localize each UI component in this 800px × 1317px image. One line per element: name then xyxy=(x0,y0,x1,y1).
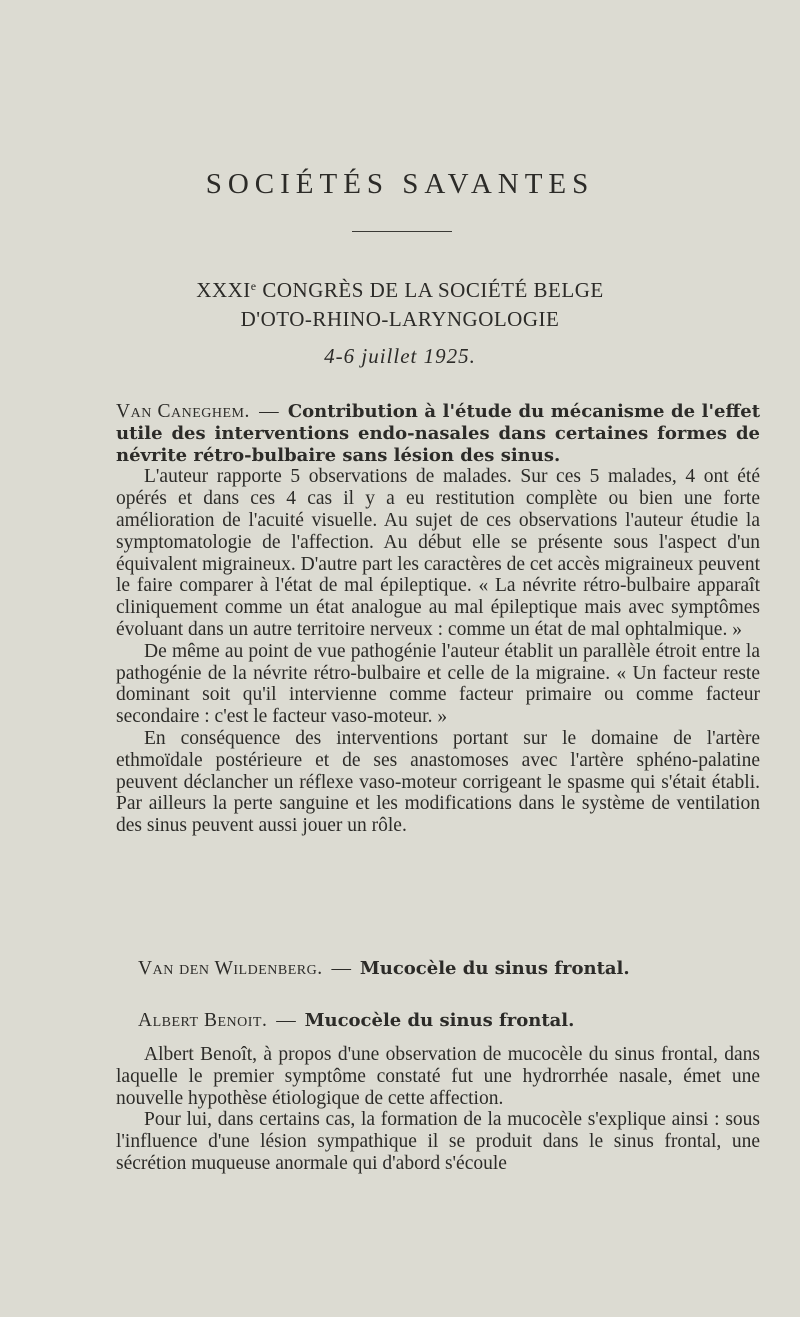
entry-van-caneghem xyxy=(116,401,760,837)
entry-title: Mucocèle du sinus frontal. xyxy=(359,958,630,979)
entry-dash: — xyxy=(259,401,279,422)
title-divider xyxy=(352,231,452,232)
entry-albert-benoit-heading xyxy=(138,1010,778,1032)
entry-author: Van den Wildenberg. xyxy=(138,958,323,979)
paragraph: De même au point de vue pathogénie l'auteur établit un parallèle étroit entre la pathogénie de la névrite rétro-bulbaire et celle de la migraine. « Un facteur reste dominant soit qu'il intervienne comme facteur primaire ou comme facteur secondaire : c'est le facteur vaso-moteur. » xyxy=(116,640,760,728)
entry-albert-benoit-body xyxy=(116,1044,760,1175)
entry-dash: — xyxy=(331,958,351,979)
congress-line-2: D'OTO-RHINO-LARYNGOLOGIE xyxy=(240,307,560,331)
congress-heading xyxy=(0,272,800,334)
congress-name: CONGRÈS DE LA SOCIÉTÉ BELGE xyxy=(256,278,604,302)
entry-title: Mucocèle du sinus frontal. xyxy=(304,1010,575,1031)
entry-van-den-wildenberg xyxy=(138,958,778,980)
entry-title: Contribution à l'étude du mécanisme de l'effet utile des interventions endo-nasales dans certaines formes de névrite rétro-bulbaire sans lésion des sinus. xyxy=(116,401,761,466)
entry-dash: — xyxy=(276,1010,296,1031)
paragraph: Pour lui, dans certains cas, la formation de la mucocèle s'explique ainsi : sous l'influence d'une lésion sympathique il se produit dans le sinus frontal, une sécrétion muqueuse anormale qui d'abord s'écoule xyxy=(116,1109,760,1174)
congress-line-1 xyxy=(0,272,800,305)
entry-heading xyxy=(116,401,760,466)
paragraph: Albert Benoît, à propos d'une observation de mucocèle du sinus frontal, dans laquelle le premier symptôme constaté fut une hydrorrhée nasale, émet une nouvelle hypothèse étiologique de cette affection. xyxy=(116,1044,760,1109)
paragraph: En conséquence des interventions portant sur le domaine de l'artère ethmoïdale postérieure et de ses anastomoses avec l'artère sphéno-palatine peuvent déclancher un réflexe vaso-moteur corrigeant le spasme qui s'était établi. Par ailleurs la perte sanguine et les modifications dans le système de ventilation des sinus peuvent aussi jouer un rôle. xyxy=(116,727,760,837)
entry-author: Van Caneghem. xyxy=(116,401,250,422)
congress-date: 4-6 juillet 1925. xyxy=(324,344,476,368)
paragraph: L'auteur rapporte 5 observations de malades. Sur ces 5 malades, 4 ont été opérés et dans ces 4 cas il y a eu restitution complète ou bien une forte amélioration de l'acuité visuelle. Au sujet de ces observations l'auteur étudie la symptomatologie de l'affection. Au début elle se présente sous l'aspect d'un équivalent migraineux. D'autre part les caractères de cet accès migraineux peuvent le faire comparer à l'état de mal épileptique. « La névrite rétro-bulbaire apparaît cliniquement comme un état analogue au mal épileptique mais avec symptômes évoluant dans un autre territoire nerveux : comme un état de mal ophtalmique. » xyxy=(116,466,760,640)
congress-number-suffix: e xyxy=(250,279,257,293)
entry-author: Albert Benoit. xyxy=(138,1010,268,1031)
congress-number: XXXI xyxy=(196,278,251,302)
section-title: SOCIÉTÉS SAVANTES xyxy=(205,168,595,200)
